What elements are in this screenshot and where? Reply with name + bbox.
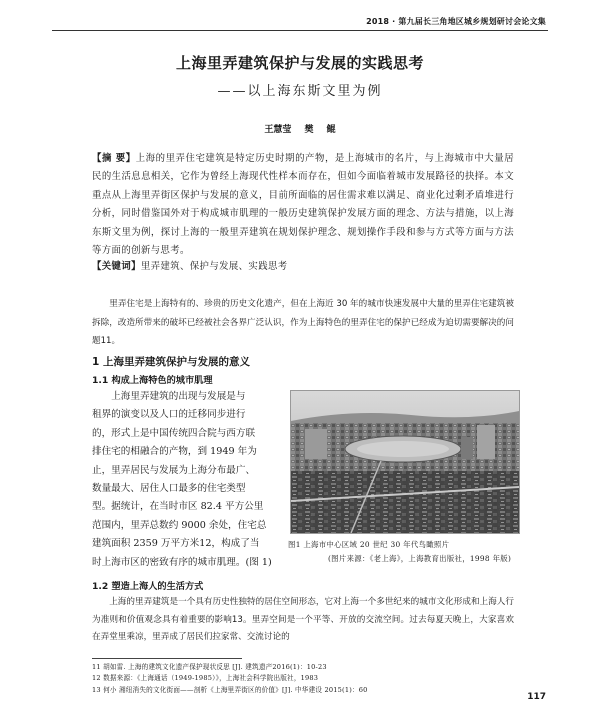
- header-rule: [52, 30, 548, 31]
- figure-caption: [288, 538, 520, 566]
- abstract-text: 上海的里弄住宅建筑是特定历史时期的产物，是上海城市的名片，与上海城市中大量居民的生活息息相关，它作为曾经上海现代性样本而存在，但如今面临着城市发展路径的抉择。本文重点从上海里弄街区保护与发展的意义，目前所面临的居住需求难以满足、商业化过剩矛盾堆进行分析，同时借鉴国外对于构成城市肌理的一般历史建筑保护发展方面的理念、方法与措施，以上海东斯文里为例，探讨上海的一般里弄建筑在规划保护理念、规划操作手段和参与方式等方面与方法等方面的创新与思考。: [92, 153, 514, 257]
- section-1-1-heading: 1.1 构成上海特色的城市肌理: [92, 375, 213, 386]
- paragraph-line: 排住宅的相融合的产物，到 1949 年为: [92, 446, 257, 458]
- keywords: [92, 260, 514, 274]
- paragraph-line: 范围内，里弄总数约 9000 余处，住宅总: [92, 519, 267, 531]
- authors: 王慧莹 樊 鲲: [264, 125, 336, 135]
- section-1-2-heading: 1.2 塑造上海人的生活方式: [92, 581, 204, 592]
- paragraph-line: 数量最大、居住人口最多的住宅类型: [92, 483, 246, 495]
- paragraph-line: 建筑面积 2359 万平方米12，构成了当: [92, 538, 260, 550]
- paper-title: 上海里弄建筑保护与发展的实践思考: [175, 54, 424, 72]
- footnote: 12 数据来源：《上海通话（1949-1985）》，上海社会科学院出版社，1983: [92, 674, 319, 683]
- section-1-1-paragraph: [92, 388, 272, 572]
- footnote: 11 胡如雷. 上海的建筑文化遗产保护现状反思 [J]. 建筑遗产2016(1)：10-23: [92, 663, 327, 671]
- abstract-label: 【摘 要】: [92, 153, 136, 164]
- paragraph-line: 的，形式上是中国传统四合院与西方联: [92, 427, 256, 439]
- paragraph-line: 止，里弄居民与发展为上海分布最广、: [92, 464, 256, 476]
- paragraph-line: 上海里弄建筑的出现与发展是与: [111, 391, 246, 402]
- paragraph-line: 型。据统计，在当时市区 82.4 平方公里: [92, 501, 264, 513]
- section-1-2-paragraph: 上海的里弄建筑是一个具有历史性独特的居住空间形态，它对上海一个多世纪来的城市文化形成和上海人行为准则和价值观念具有着重要的影响13。里弄空间是一个平等、开放的交流空间。过去每夏天晚上，大家喜欢在弄堂里乘凉，里弄成了居民们拉家常、交流讨论的: [92, 597, 514, 643]
- footnote-rule: [92, 658, 242, 659]
- section-1-heading: 1 上海里弄建筑保护与发展的意义: [92, 356, 250, 368]
- aerial-city-photo: [290, 390, 520, 534]
- keywords-text: 里弄建筑、保护与发展、实践思考: [140, 261, 288, 272]
- paragraph-line: 时上海市区的密致有序的城市肌理。(图 1): [92, 556, 272, 568]
- paragraph-line: 租界的演变以及人口的迁移同步进行: [92, 409, 246, 421]
- caption-line-1: 图1 上海市中心区域 20 世纪 30 年代鸟瞰照片: [288, 540, 450, 549]
- abstract: [92, 150, 514, 260]
- footnote: 13 何小 湘纽消失的文化街面——剖析《上海里弄街区的价值》[J]. 中华建设 2015(1)：60: [92, 685, 368, 694]
- intro-paragraph: 里弄住宅是上海特有的、珍贵的历史文化遗产，但在上海近 30 年的城市快速发展中大量的里弄住宅建筑被拆除，改造所带来的破坏已经被社会各界广泛认识，作为上海特色的里弄住宅的保护已经成为迫切需要解决的问题11。: [92, 299, 514, 346]
- caption-source: (图片来源：《老上海》，上海教育出版社，1998 年版): [328, 554, 512, 563]
- paper-subtitle: ——以上海东斯文里为例: [217, 84, 383, 99]
- page-number: 117: [527, 692, 546, 702]
- footnotes: [92, 662, 522, 696]
- running-head: 2018 · 第九届长三角地区城乡规划研讨会论文集: [366, 17, 546, 26]
- keywords-label: 【关键词】: [92, 261, 141, 272]
